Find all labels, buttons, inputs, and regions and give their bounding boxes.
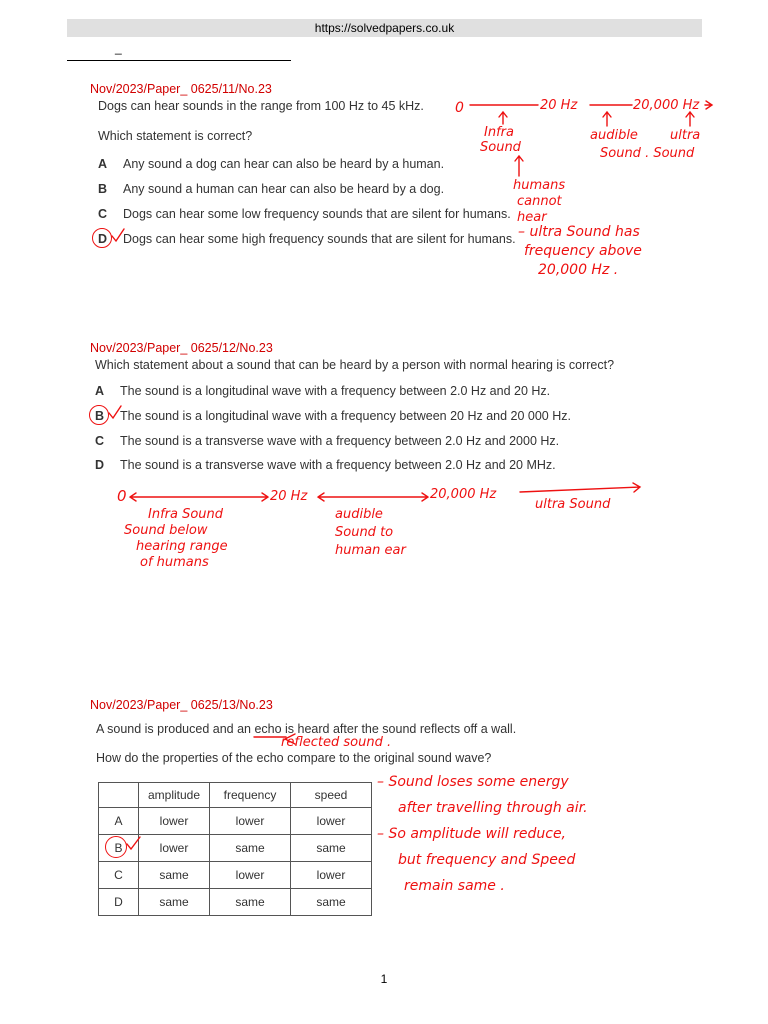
q2-note-hearing-range: hearing range (136, 539, 228, 554)
q1-audible-arrow (603, 112, 611, 126)
q2-note-audible: audible (335, 507, 383, 522)
option-letter: C (95, 434, 105, 448)
q1-humans-arrow (515, 156, 523, 176)
q2-note-sound-below: Sound below (124, 523, 208, 538)
q3-answer-tick (127, 837, 140, 849)
table-cell: lower (210, 862, 291, 889)
table-header: amplitude (139, 783, 210, 808)
q2-note-of-humans: of humans (140, 555, 209, 570)
q3-echo-arrow (285, 734, 295, 744)
option-text: The sound is a longitudinal wave with a frequency between 20 Hz and 20 000 Hz. (120, 409, 571, 423)
table-cell-key: D (99, 889, 139, 916)
q3-note-line-4: but frequency and Speed (398, 852, 576, 868)
q1-note-ultra-def-1: – ultra Sound has (518, 224, 640, 240)
table-cell: same (139, 889, 210, 916)
q2-source: Nov/2023/Paper_ 0625/12/No.23 (90, 341, 273, 355)
table-header: frequency (210, 783, 291, 808)
option-letter: B (98, 182, 108, 196)
q2-note-20000hz: 20,000 Hz (430, 487, 497, 502)
table-cell: same (139, 862, 210, 889)
q3-note-line-2: after travelling through air. (398, 800, 588, 816)
q1-note-humans: humans (513, 178, 566, 193)
page-number: 1 (380, 972, 388, 986)
table-cell: lower (139, 835, 210, 862)
q3-note-line-1: – Sound loses some energy (377, 774, 569, 790)
option-text: The sound is a transverse wave with a frequency between 2.0 Hz and 2000 Hz. (120, 434, 560, 448)
q2-stem: Which statement about a sound that can be heard by a person with normal hearing is correct? (95, 358, 615, 372)
option-text: Any sound a human can hear can also be heard by a dog. (123, 182, 445, 196)
table-cell: same (291, 889, 372, 916)
table-cell: lower (291, 808, 372, 835)
table-header: speed (291, 783, 372, 808)
table-cell: same (291, 835, 372, 862)
option-letter: D (98, 232, 108, 246)
source-url-banner: https://solvedpapers.co.uk (67, 19, 702, 37)
q3-note-line-5: remain same . (404, 878, 505, 894)
q1-note-ultra: ultra (670, 128, 701, 143)
option-text: Any sound a dog can hear can also be heard by a human. (123, 157, 445, 171)
q1-note-20hz: 20 Hz (540, 98, 578, 113)
q1-prompt: Which statement is correct? (98, 129, 253, 143)
q1-note-cannot: cannot (517, 194, 562, 209)
table-cell-key: A (99, 808, 139, 835)
option-text: Dogs can hear some high frequency sounds that are silent for humans. (123, 232, 516, 246)
q1-scale-arrow (705, 101, 712, 109)
option-letter: C (98, 207, 108, 221)
q2-ultra-arrow (520, 483, 640, 492)
option-letter: A (95, 384, 105, 398)
table-cell-key: B (99, 835, 139, 862)
q1-note-infra: Infra (484, 125, 514, 140)
q3-note-line-3: – So amplitude will reduce, (377, 826, 567, 842)
table-cell: same (210, 835, 291, 862)
option-letter: D (95, 458, 105, 472)
q3-prompt: How do the properties of the echo compare to the original sound wave? (96, 751, 492, 765)
q1-note-ultra-def-2: frequency above (524, 243, 642, 259)
q1-note-sound-sound: Sound . Sound (600, 146, 695, 161)
option-letter: A (98, 157, 108, 171)
q2-note-zero: 0 (117, 487, 127, 505)
option-text: The sound is a transverse wave with a frequency between 2.0 Hz and 20 MHz. (120, 458, 556, 472)
q1-note-audible: audible (590, 128, 638, 143)
option-text: The sound is a longitudinal wave with a frequency between 2.0 Hz and 20 Hz. (120, 384, 551, 398)
q1-source: Nov/2023/Paper_ 0625/11/No.23 (90, 82, 272, 96)
q1-note-ultra-def-3: 20,000 Hz . (538, 262, 619, 278)
q1-note-hear: hear (517, 210, 547, 225)
table-cell: lower (210, 808, 291, 835)
q3-source: Nov/2023/Paper_ 0625/13/No.23 (90, 698, 273, 712)
q2-note-ultra-sound: ultra Sound (535, 497, 611, 512)
option-letter: B (95, 409, 105, 423)
option-text: Dogs can hear some low frequency sounds that are silent for humans. (123, 207, 511, 221)
table-cell-key: C (99, 862, 139, 889)
q1-infra-arrow (499, 112, 507, 124)
q1-note-zero: 0 (455, 100, 464, 116)
q2-note-human-ear: human ear (335, 543, 406, 558)
q1-stem: Dogs can hear sounds in the range from 100 Hz to 45 kHz. (98, 99, 424, 113)
q3-stem: A sound is produced and an echo is heard after the sound reflects off a wall. (96, 722, 517, 736)
q2-answer-tick (109, 406, 121, 418)
q2-infra-arrow (130, 493, 268, 501)
q1-note-infra-sound: Sound (480, 140, 521, 155)
q2-note-infra-sound: Infra Sound (148, 507, 224, 522)
q1-ultra-arrow (686, 112, 694, 126)
table-cell: lower (291, 862, 372, 889)
q2-note-20hz: 20 Hz (270, 489, 308, 504)
table-cell: lower (139, 808, 210, 835)
header-dash: _ (115, 41, 122, 55)
q3-note-reflected: reflected sound . (281, 735, 392, 750)
q2-note-sound-to: Sound to (335, 525, 394, 540)
q2-audible-arrow (318, 493, 428, 501)
q1-answer-tick (112, 229, 124, 241)
q1-note-20000hz: 20,000 Hz (633, 98, 700, 113)
table-cell: same (210, 889, 291, 916)
